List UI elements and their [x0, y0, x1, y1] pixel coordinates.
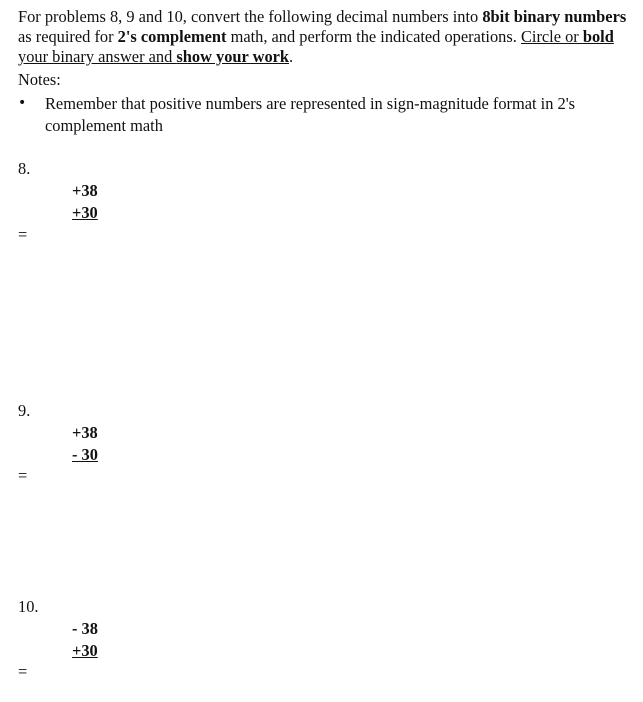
instructions-text-2: as required for: [18, 27, 118, 46]
instructions-paragraph: [18, 7, 643, 67]
instructions-underline-show-work: show your work: [176, 47, 290, 66]
problem-10-equals: =: [18, 662, 28, 681]
problem-10-number: 10.: [18, 597, 39, 616]
instructions-text-4: .: [289, 47, 294, 66]
instructions-bold-2s-complement: 2's complement: [117, 27, 227, 46]
notes-item-text: Remember that positive numbers are represented in sign-magnitude format in 2's complement math: [45, 94, 576, 135]
instructions-underline-bold: bold: [582, 27, 614, 46]
instructions-underline-1: Circle or: [520, 27, 583, 46]
problem-10-operand-1: - 38: [72, 619, 98, 638]
problem-9-operand-2: - 30: [72, 445, 98, 464]
instructions-text-1: For problems 8, 9 and 10, convert the following decimal numbers into: [18, 7, 483, 26]
problem-8-number: 8.: [18, 159, 31, 178]
problem-10-operand-2: +30: [72, 641, 98, 660]
problem-9-equals: =: [18, 466, 28, 485]
instructions-bold-8bit: 8bit binary numbers: [482, 7, 627, 26]
problem-8-operand-1: +38: [72, 181, 98, 200]
instructions-underline-2: your binary answer and: [18, 47, 177, 66]
problem-9-number: 9.: [18, 401, 31, 420]
problem-9-operand-1: +38: [72, 423, 98, 442]
notes-label: Notes:: [18, 70, 61, 89]
instructions-text-3: math, and perform the indicated operations.: [226, 27, 521, 46]
bullet-icon: •: [18, 95, 27, 111]
problem-8-operand-2: +30: [72, 203, 98, 222]
problem-8-equals: =: [18, 225, 28, 244]
